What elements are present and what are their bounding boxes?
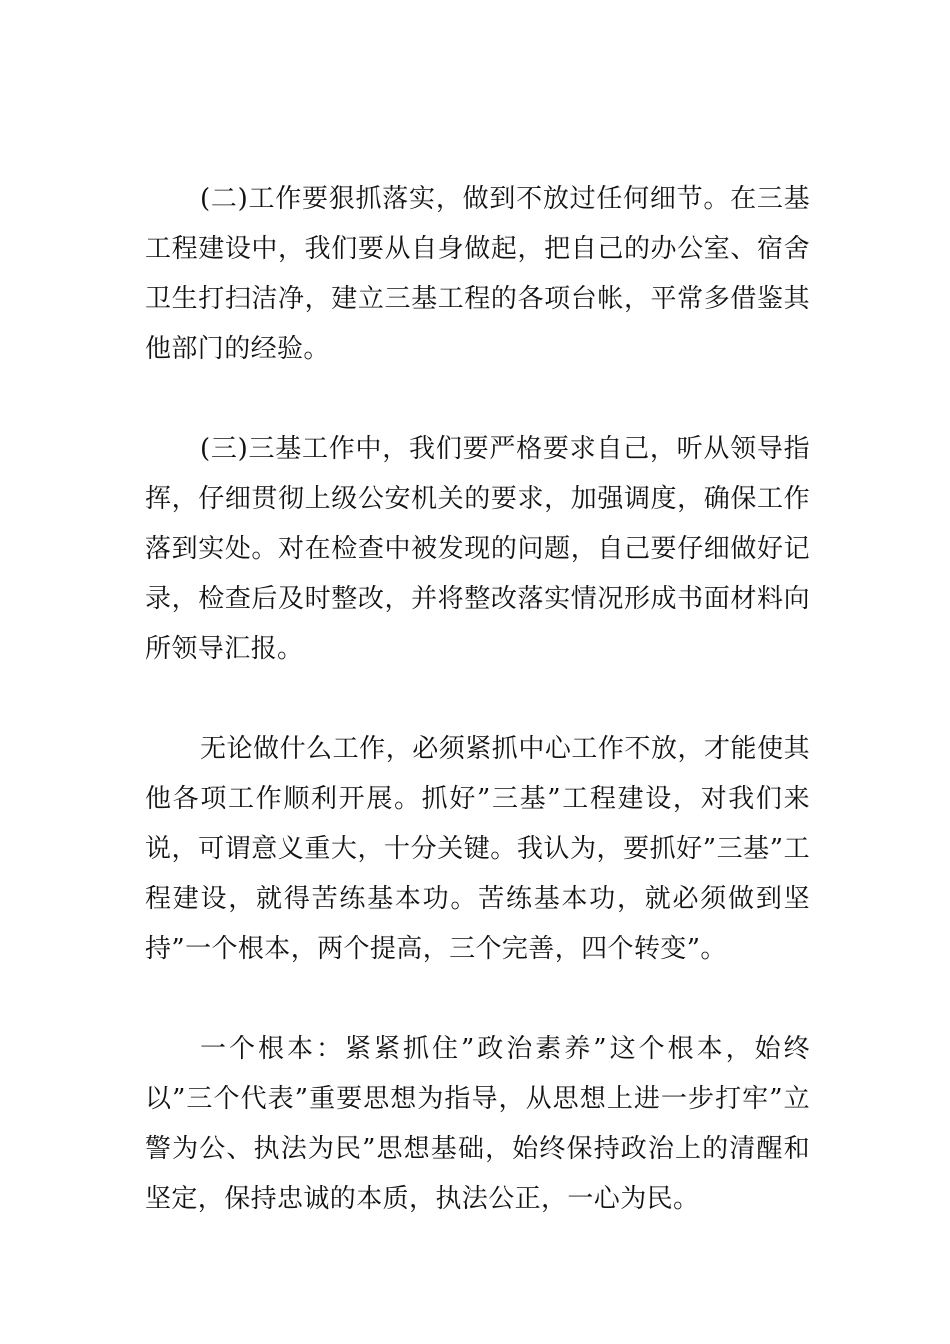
paragraph-core-work: 无论做什么工作，必须紧抓中心工作不放，才能使其他各项工作顺利开展。抓好”三基”工程建设，对我们来说，可谓意义重大，十分关键。我认为，要抓好”三基”工程建设，就得苦练基本功。苦练基本功，就必须做到坚持”一个根本，两个提高，三个完善，四个转变”。 [145,734,810,964]
paragraph-2-implementation: (二)工作要狠抓落实，做到不放过任何细节。在三基工程建设中，我们要从自身做起，把自己的办公室、宿舍卫生打扫洁净，建立三基工程的各项台帐，平常多借鉴其他部门的经验。 [145,184,810,364]
paragraph-3-self-discipline: (三)三基工作中，我们要严格要求自己，听从领导指挥，仔细贯彻上级公安机关的要求，加强调度，确保工作落到实处。对在检查中被发现的问题，自己要仔细做好记录，检查后及时整改，并将整改落实情况形成书面材料向所领导汇报。 [145,434,810,664]
paragraph-one-fundamental: 一个根本：紧紧抓住”政治素养”这个根本，始终以”三个代表”重要思想为指导，从思想上进一步打牢”立警为公、执法为民”思想基础，始终保持政治上的清醒和坚定，保持忠诚的本质，执法公正，一心为民。 [145,1034,810,1214]
